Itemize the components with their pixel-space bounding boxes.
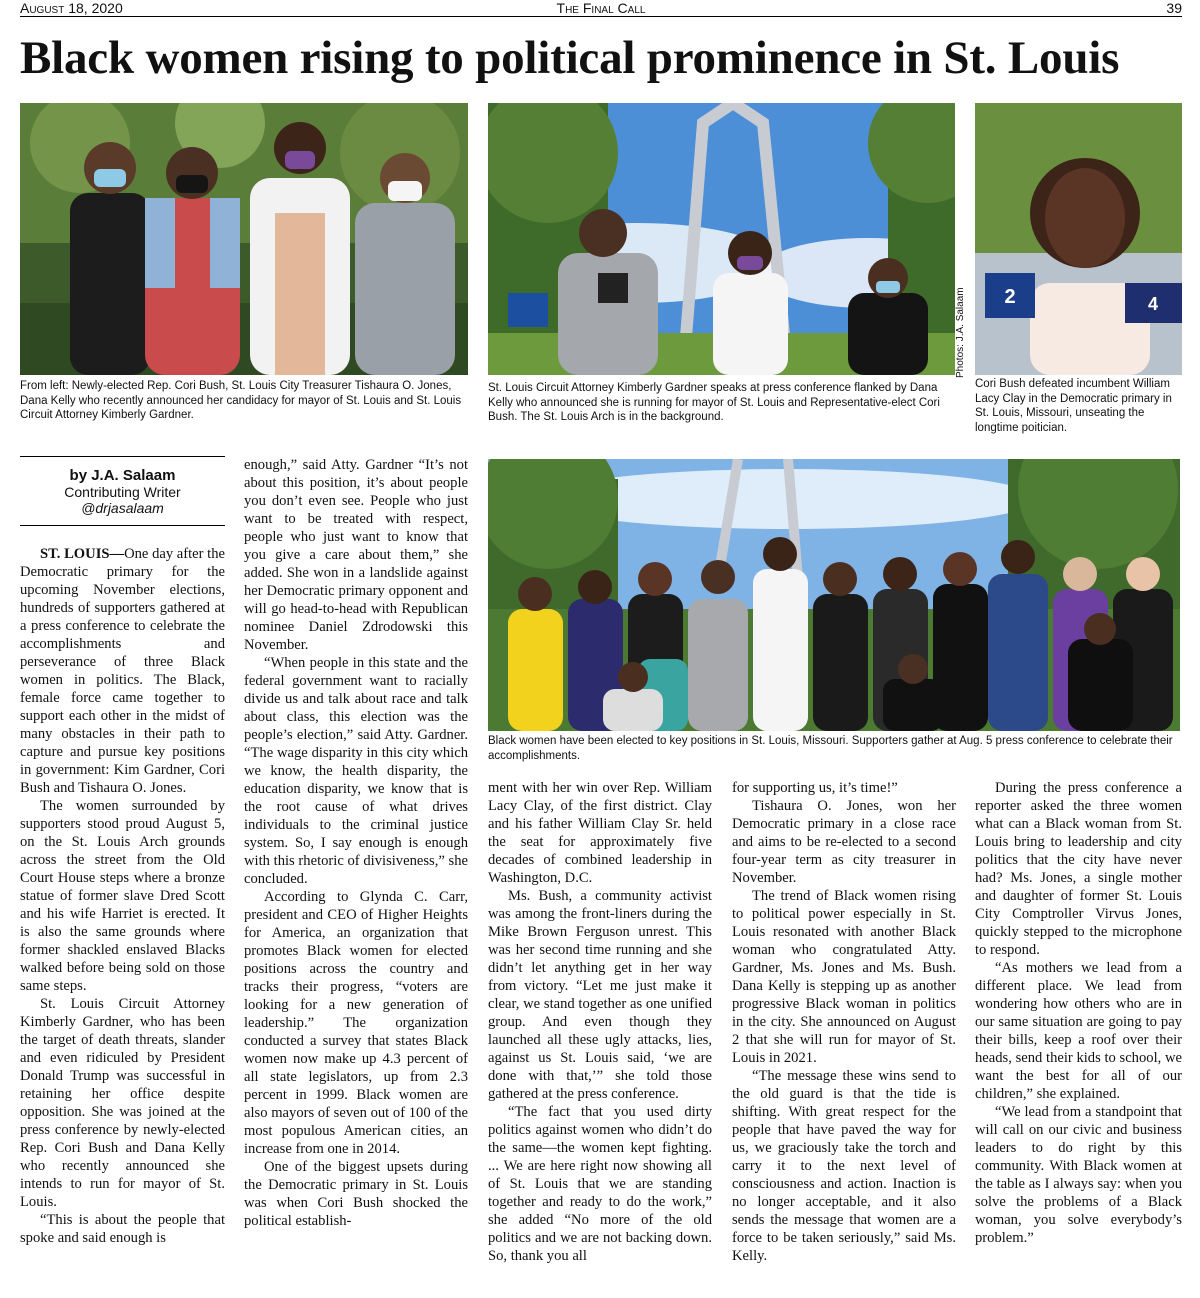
mic-flag-2: 2 [1004, 286, 1016, 308]
article-paragraph: “We lead from a standpoint that will call on our civic and business leaders to do right by this community. With Black women at the table as I always say: when you solve the problems of a Black woman, you solve everybody’s problem.” [975, 1104, 1182, 1246]
article-column-4 [732, 779, 956, 1265]
photo-four-women [20, 103, 468, 375]
byline-name: by J.A. Salaam [69, 467, 176, 484]
article-paragraph: “The fact that you used dirty politics against women who didn’t do the same—the women kept fighting. ... We are here right now showing all of St. Louis that we are standing together and ready to do the work,” she added “No more of the old politics and we are not backing down. So, thank you all [488, 1104, 712, 1264]
mic-flag-4: 4 [1147, 294, 1159, 314]
photo-press-conference-arch [488, 103, 955, 375]
article-paragraph: The women surrounded by supporters stood proud August 5, on the St. Louis Arch grounds across the street from the Old Court House steps where a bronze statue of former slave Dred Scott and his wife Harriet is erected. It is also the same grounds where former shackled enslaved Blacks walked before being sold on those same steps. [20, 798, 225, 994]
article-paragraph: During the press conference a reporter asked the three women what can a Black woman from St. Louis bring to leadership and city politics that the city have never had? Ms. Jones, a single mother and daughter of former St. Louis City Comptroller Virvus Jones, quickly stepped to the microphone to respond. [975, 780, 1182, 958]
issue-date: August 18, 2020 [20, 0, 123, 16]
article-column-3 [488, 779, 712, 1265]
byline-handle: @drjasalaam [81, 500, 164, 516]
folio-rule [20, 16, 1182, 17]
photo-supporters-group [488, 459, 1180, 731]
page-number: 39 [1166, 0, 1182, 16]
article-paragraph: St. Louis Circuit Attorney Kimberly Gardner, who has been the target of death threats, slander and even ridiculed by President Donald Trump was successful in retaining her office despite opposition. She was joined at the press conference by newly-elected Rep. Cori Bush and Dana Kelly who recently announced she intends to run for mayor of St. Louis. [20, 996, 225, 1210]
article-paragraph: ment with her win over Rep. William Lacy Clay, of the first district. Clay and his father William Clay Sr. held the seat for approximately five decades of combined leadership in Washington, D.C. [488, 780, 712, 886]
byline-box [20, 456, 225, 526]
article-paragraph: “This is about the people that spoke and said enough is [20, 1212, 225, 1246]
article-paragraph: Ms. Bush, a community activist was among the front-liners during the Mike Brown Ferguson unrest. This was her second time running and she didn’t let anything get in her way from victory. “Let me just make it clear, we stand together as one unified group. And even though they launched all these ugly attacks, lies, against us St. Louis said, ‘we are done with that,’” she told those gathered at the press conference. [488, 888, 712, 1102]
article-paragraph: ST. LOUIS—One day after the Democratic primary for the upcoming November elections, hundreds of supporters gathered at a press conference to celebrate the accomplishments and perseverance of three Black women in politics. The Black, female force came together to support each other in the midst of many obstacles in their path to capture and pursue key positions in government: Kim Gardner, Cori Bush and Tishaura O. Jones. [20, 546, 226, 796]
article-paragraph: enough,” said Atty. Gardner “It’s not about this position, it’s about people you don’t even see. People who just want to be treated with respect, people who just want to know that you give a care about them,” she added. She won in a landslide against her Democratic primary opponent and will go head-to-head with Republican nominee Daniel Zdrodowski this November. [244, 457, 468, 653]
article-column-2 [244, 456, 468, 1230]
article-paragraph: for supporting us, it’s time!” [732, 780, 898, 796]
article-paragraph: “As mothers we lead from a different place. We lead from wondering how others who are in our same situation are going to pay their bills, keep a roof over their heads, send their kids to school, we want the best for all of our children,” she explained. [975, 960, 1182, 1102]
publication-name: The Final Call [556, 0, 646, 16]
article-column-5 [975, 779, 1182, 1247]
article-paragraph: “When people in this state and the federal government want to racially divide us and talk about race and talk about class, this election was the people’s election,” said Atty. Gardner. “The wage disparity in this city which we know, the health disparity, the education disparity, we know that is the root cause of what drives individuals to the criminal justice system. So, I say enough is enough with this rhetoric of divisiveness,” she concluded. [244, 655, 468, 887]
photo-credit: Photos: J.A. Salaam [955, 287, 966, 378]
article-paragraph: Tishaura O. Jones, won her Democratic primary in a close race and aims to be re-elected to a second four-year term as city treasurer in November. [732, 798, 956, 886]
byline-role: Contributing Writer [64, 484, 181, 500]
photo-caption-2: St. Louis Circuit Attorney Kimberly Gardner speaks at press conference flanked by Dana Kelly who announced she is running for mayor of St. Louis and Representative-elect Cori Bush. The St. Louis Arch is in the background. [488, 382, 940, 423]
article-paragraph: According to Glynda C. Carr, president and CEO of Higher Heights for America, an organization that promotes Black women for elected positions across the country and tracks their progress, “voters are looking for a new generation of leadership.” The organization conducted a survey that states Black women now make up 4.3 percent of all state legislators, up from 2.3 percent in 1999. Black women are also mayors of seven out of 100 of the most populous American cities, an increase from one in 2014. [244, 889, 468, 1157]
article-column-1 [20, 545, 225, 1247]
photo-caption-3: Cori Bush defeated incumbent William Lacy Clay in the Democratic primary in St. Louis, Missouri, unseating the longtime poitician. [975, 378, 1172, 434]
article-paragraph: One of the biggest upsets during the Democratic primary in St. Louis was when Cori Bush shocked the political establish- [244, 1159, 468, 1229]
page-folio [20, 0, 1182, 16]
article-paragraph: “The message these wins send to the old guard is that the tide is shifting. With great respect for the people that have paved the way for us, we graciously take the torch and carry it to the next level of consciousness and action. Inaction is no longer acceptable, and it also sends the message that women are a force to be taken seriously,” said Ms. Kelly. [732, 1068, 956, 1264]
dateline: ST. LOUIS— [40, 546, 125, 562]
photo-cori-bush [975, 103, 1182, 375]
photo-caption-4: Black women have been elected to key positions in St. Louis, Missouri. Supporters gather at Aug. 5 press conference to celebrate their accomplishments. [488, 735, 1173, 762]
article-paragraph: The trend of Black women rising to political power especially in St. Louis resonated with another Black woman who congratulated Atty. Gardner, Ms. Jones and Ms. Bush. Dana Kelly is stepping up as another progressive Black woman in politics in the city. She announced on August 2 that she will run for mayor of St. Louis in 2021. [732, 888, 956, 1066]
headline: Black women rising to political prominence in St. Louis [20, 32, 1120, 84]
photo-caption-1: From left: Newly-elected Rep. Cori Bush, St. Louis City Treasurer Tishaura O. Jones, Dana Kelly who recently announced her candidacy for mayor of St. Louis and St. Louis Circuit Attorney Kimberly Gardner. [20, 380, 462, 421]
